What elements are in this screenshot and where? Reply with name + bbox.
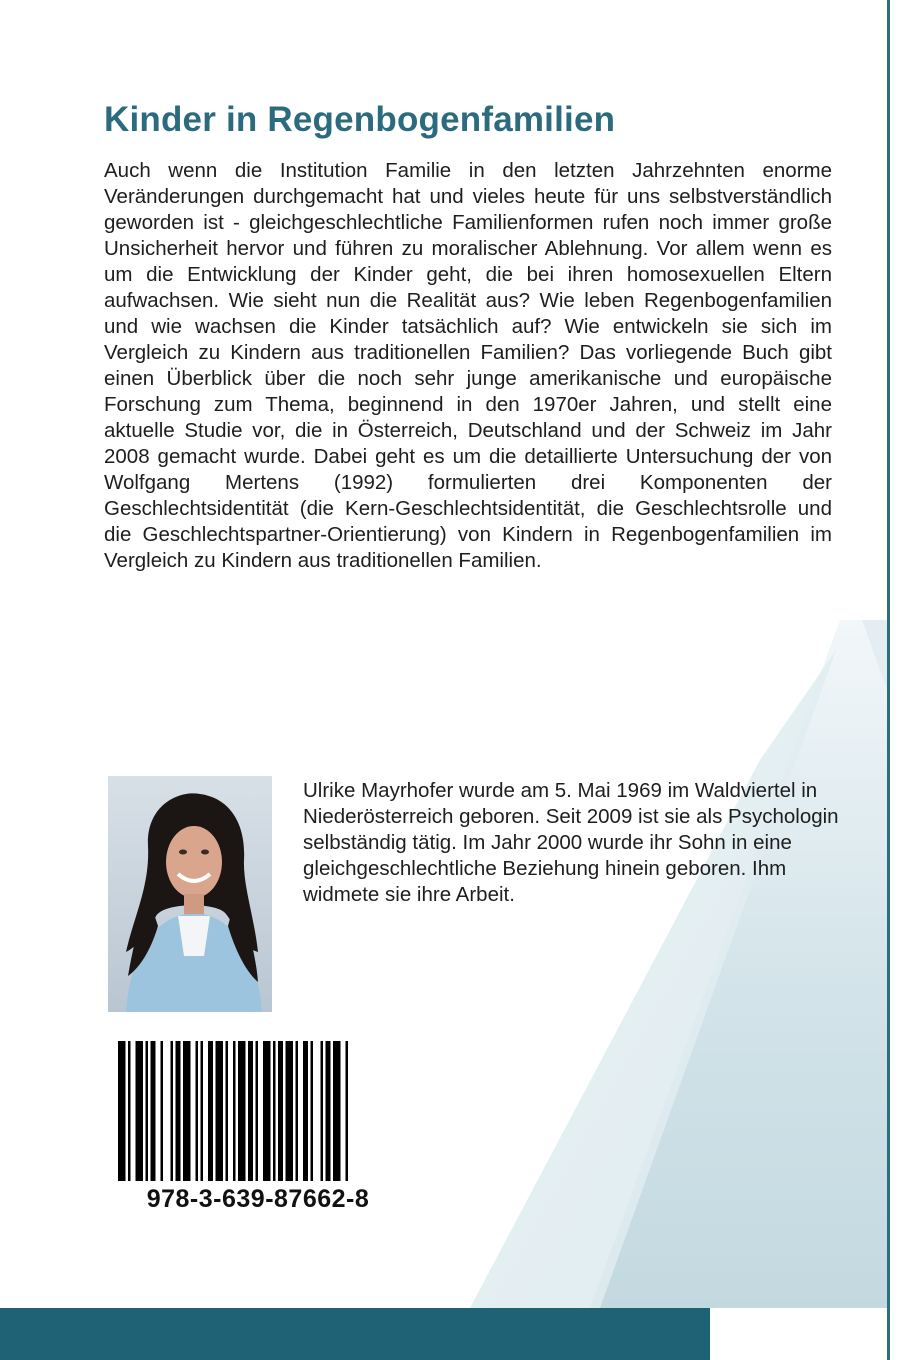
footer-accent-band xyxy=(0,1308,710,1360)
barcode-icon xyxy=(116,1041,400,1181)
author-photo xyxy=(108,776,272,1012)
isbn-barcode xyxy=(108,1033,408,1221)
spine-edge-line xyxy=(887,0,890,1360)
author-biography: Ulrike Mayrhofer wurde am 5. Mai 1969 im Waldviertel in Niederösterreich geboren. Seit 2009 ist sie als Psychologin selbständig tätig. Im Jahr 2000 wurde ihr Sohn in eine gleichgeschlechtliche Beziehung hinein geboren. Ihm widmete sie ihre Arbeit. xyxy=(303,779,839,906)
book-title: Kinder in Regenbogenfamilien xyxy=(104,100,616,139)
book-description: Auch wenn die Institution Familie in den letzten Jahrzehnten enorme Veränderungen durchgemacht hat und vieles heute für uns selbstverständlich geworden ist - gleichgeschlechtliche Familienformen rufen noch immer große Unsicherheit hervor und führen zu moralischer Ablehnung. Vor allem wenn es um die Entwicklung der Kinder geht, die bei ihren homosexuellen Eltern aufwachsen. Wie sieht nun die Realität aus? Wie leben Regenbogenfamilien und wie wachsen die Kinder tatsächlich auf? Wie entwickeln sie sich im Vergleich zu Kindern aus traditionellen Familien? Das vorliegende Buch gibt einen Überblick über die noch sehr junge amerikanische und europäische Forschung zum Thema, beginnend in den 1970er Jahren, und stellt eine aktuelle Studie vor, die in Österreich, Deutschland und der Schweiz im Jahr 2008 gemacht wurde. Dabei geht es um die detaillierte Untersuchung der von Wolfgang Mertens (1992) formulierten drei Komponenten der Geschlechtsidentität (die Kern-Geschlechtsidentität, die Geschlechtsrolle und die Geschlechtspartner-Orientierung) von Kindern in Regenbogenfamilien im Vergleich zu Kindern aus traditionellen Familien. xyxy=(104,159,832,572)
author-portrait-icon xyxy=(108,776,272,1012)
isbn-number: 978-3-639-87662-8 xyxy=(146,1185,370,1213)
